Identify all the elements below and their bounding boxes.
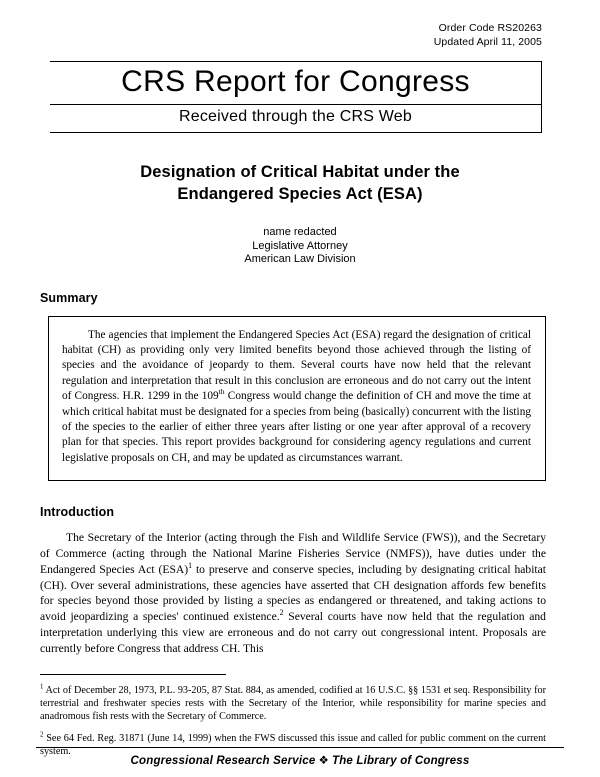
intro-text-part1: The Secretary of the Interior (acting through the Fish and Wildlife Service (FWS)), and the Secretary of Commerce (acting through the National Marine Fisheries Service (NMFS)), have duties under the Endangered Species Act (ESA) (40, 531, 546, 576)
footnote-number: 1 (40, 683, 44, 691)
diamond-icon: ❖ (318, 755, 329, 767)
page-title (38, 161, 562, 205)
intro-text-part2: to preserve and conserve species, including by designating critical habitat (CH). Over several administrations, these agencies have asserted that CH designation affords few benefits for species beyond those provided by listing a species as endangered or threatened, and taking actions to avoid jeopardizing a species' continued existence. (40, 562, 547, 624)
author-block (38, 226, 562, 267)
author-division: American Law Division (244, 253, 356, 265)
footnote-number: 2 (40, 731, 44, 739)
footnote-marker-2[interactable]: 2 (279, 608, 284, 618)
intro-text-part3: Several courts have now held that the regulation and interpretation underlying this view are erroneous and do not carry out congressional intent. Proposals are currently before Congress that address CH. This (40, 610, 546, 655)
order-code-block (38, 22, 542, 49)
footnote-marker-1[interactable]: 1 (188, 560, 193, 570)
page-title-line1: Designation of Critical Habitat under the (140, 163, 460, 181)
author-role: Legislative Attorney (252, 239, 348, 252)
masthead-subtitle: Received through the CRS Web (179, 108, 412, 125)
author-name: name redacted (263, 226, 337, 238)
page-title-line2: Endangered Species Act (ESA) (177, 185, 423, 203)
summary-box (48, 316, 546, 482)
footnote-text: See 64 Fed. Reg. 31871 (June 14, 1999) when the FWS discussed this issue and called for public comment on the current system. (40, 733, 546, 758)
footer-left: Congressional Research Service (130, 755, 316, 767)
introduction-paragraph (40, 530, 546, 656)
updated-date: Updated April 11, 2005 (433, 35, 542, 48)
page-footer (38, 747, 562, 767)
crs-masthead (50, 61, 542, 133)
congress-ordinal-suffix: th (218, 387, 225, 397)
footnote-item (40, 684, 546, 724)
footnote-separator-rule (40, 674, 226, 675)
congress-number: 109 (201, 390, 219, 403)
masthead-title: CRS Report for Congress (50, 62, 541, 105)
footer-text (38, 748, 562, 767)
summary-text (62, 328, 531, 467)
footnote-text: Act of December 28, 1973, P.L. 93-205, 87 Stat. 884, as amended, codified at 16 U.S.C. §§ 1531 et seq. Responsibility for terrestrial and freshwater species rests with the Secretary of the Interior, while responsibility for marine species and anadromous fish rests with the Secretary of Commerce. (40, 684, 546, 722)
introduction-heading: Introduction (40, 505, 115, 520)
summary-text-part1: The agencies that implement the Endangered Species Act (ESA) regard the designation of critical habitat (CH) as providing only very limited benefits beyond those achieved through the listing of species and the avoidance of jeopardy to them. Several courts have now held that the relevant regulation and interpretation that result in this conclusion are erroneous and do not carry out the intent of Congress. H.R. 1299 in the (62, 328, 531, 403)
footer-right: The Library of Congress (331, 755, 470, 767)
summary-heading: Summary (40, 290, 98, 305)
order-code: Order Code RS20263 (438, 22, 542, 34)
summary-text-part2: Congress would change the definition of CH and move the time at which critical habitat must be designated for a species from being (basically) concurrent with the listing of the species to the earlier of either three years after listing or one year after approval of a recovery plan for that species. This report provides background for considering agency regulations and current legislative proposals on CH, and may be updated as circumstances warrant. (62, 390, 531, 464)
